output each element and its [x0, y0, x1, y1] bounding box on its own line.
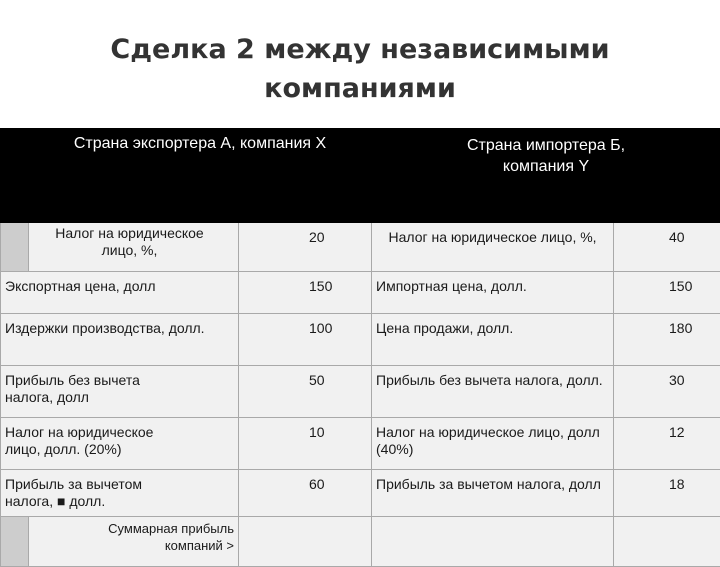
header-exporter-cell	[29, 129, 372, 223]
table-row	[1, 470, 720, 517]
slide-title-line1: Сделка 2 между независимыми	[0, 30, 720, 69]
slide-title	[0, 30, 720, 108]
summary-empty-cell	[239, 517, 372, 567]
header-importer-label	[372, 129, 720, 177]
importer-value: 30	[614, 372, 720, 389]
header-spacer-cell	[1, 129, 29, 223]
importer-value: 40	[614, 229, 720, 246]
importer-value: 180	[614, 320, 720, 337]
importer-value-cell	[614, 314, 720, 366]
exporter-label-cell: Издержки производства, долл.	[1, 314, 239, 366]
table-row	[1, 418, 720, 470]
exporter-label-cell: Налог на юридическое лицо, %,	[29, 223, 239, 272]
importer-value: 12	[614, 424, 720, 441]
exporter-value: 150	[239, 278, 371, 295]
importer-value-cell	[614, 223, 720, 272]
importer-label-cell: Цена продажи, долл.	[372, 314, 614, 366]
exporter-label-cell: Налог на юридическое лицо, долл. (20%)	[1, 418, 239, 470]
table-row	[1, 314, 720, 366]
summary-empty-cell	[372, 517, 614, 567]
deal-comparison-table	[0, 128, 720, 567]
header-importer-line1: Страна импортера Б,	[467, 137, 625, 154]
summary-empty-cell	[614, 517, 720, 567]
importer-label-cell: Прибыль за вычетом налога, долл	[372, 470, 614, 517]
summary-line2: компаний >	[33, 537, 234, 554]
exporter-value: 60	[239, 476, 371, 493]
exporter-value: 50	[239, 372, 371, 389]
exporter-value-cell	[239, 223, 372, 272]
importer-label-cell: Импортная цена, долл.	[372, 272, 614, 314]
exporter-value-cell	[239, 470, 372, 517]
summary-label-cell	[29, 517, 239, 567]
table-row	[1, 223, 720, 272]
exporter-value: 10	[239, 424, 371, 441]
table-header-row	[1, 129, 720, 223]
importer-value-cell	[614, 418, 720, 470]
table-row	[1, 366, 720, 418]
exporter-label-cell: Прибыль без вычета налога, долл	[1, 366, 239, 418]
exporter-value-cell	[239, 418, 372, 470]
exporter-label-cell: Экспортная цена, долл	[1, 272, 239, 314]
importer-label-cell: Налог на юридическое лицо, %,	[372, 223, 614, 272]
importer-value: 150	[614, 278, 720, 295]
header-importer-cell	[372, 129, 720, 223]
table-row	[1, 272, 720, 314]
importer-value-cell	[614, 366, 720, 418]
exporter-value-cell	[239, 366, 372, 418]
importer-value-cell	[614, 470, 720, 517]
exporter-value-cell	[239, 314, 372, 366]
exporter-value: 100	[239, 320, 371, 337]
exporter-value: 20	[239, 229, 371, 246]
exporter-label-cell: Прибыль за вычетом налога, ■ долл.	[1, 470, 239, 517]
importer-label-cell: Налог на юридическое лицо, долл (40%)	[372, 418, 614, 470]
exporter-value-cell	[239, 272, 372, 314]
header-exporter-label: Страна экспортера А, компания Х	[29, 129, 371, 154]
importer-value-cell	[614, 272, 720, 314]
summary-line1: Суммарная прибыль	[33, 520, 234, 537]
importer-label-cell: Прибыль без вычета налога, долл.	[372, 366, 614, 418]
header-importer-line2: компания Y	[503, 158, 589, 175]
slide-title-line2: компаниями	[0, 69, 720, 108]
row-stripe-cell	[1, 223, 29, 272]
importer-value: 18	[614, 476, 720, 493]
table-row	[1, 517, 720, 567]
row-stripe-cell	[1, 517, 29, 567]
